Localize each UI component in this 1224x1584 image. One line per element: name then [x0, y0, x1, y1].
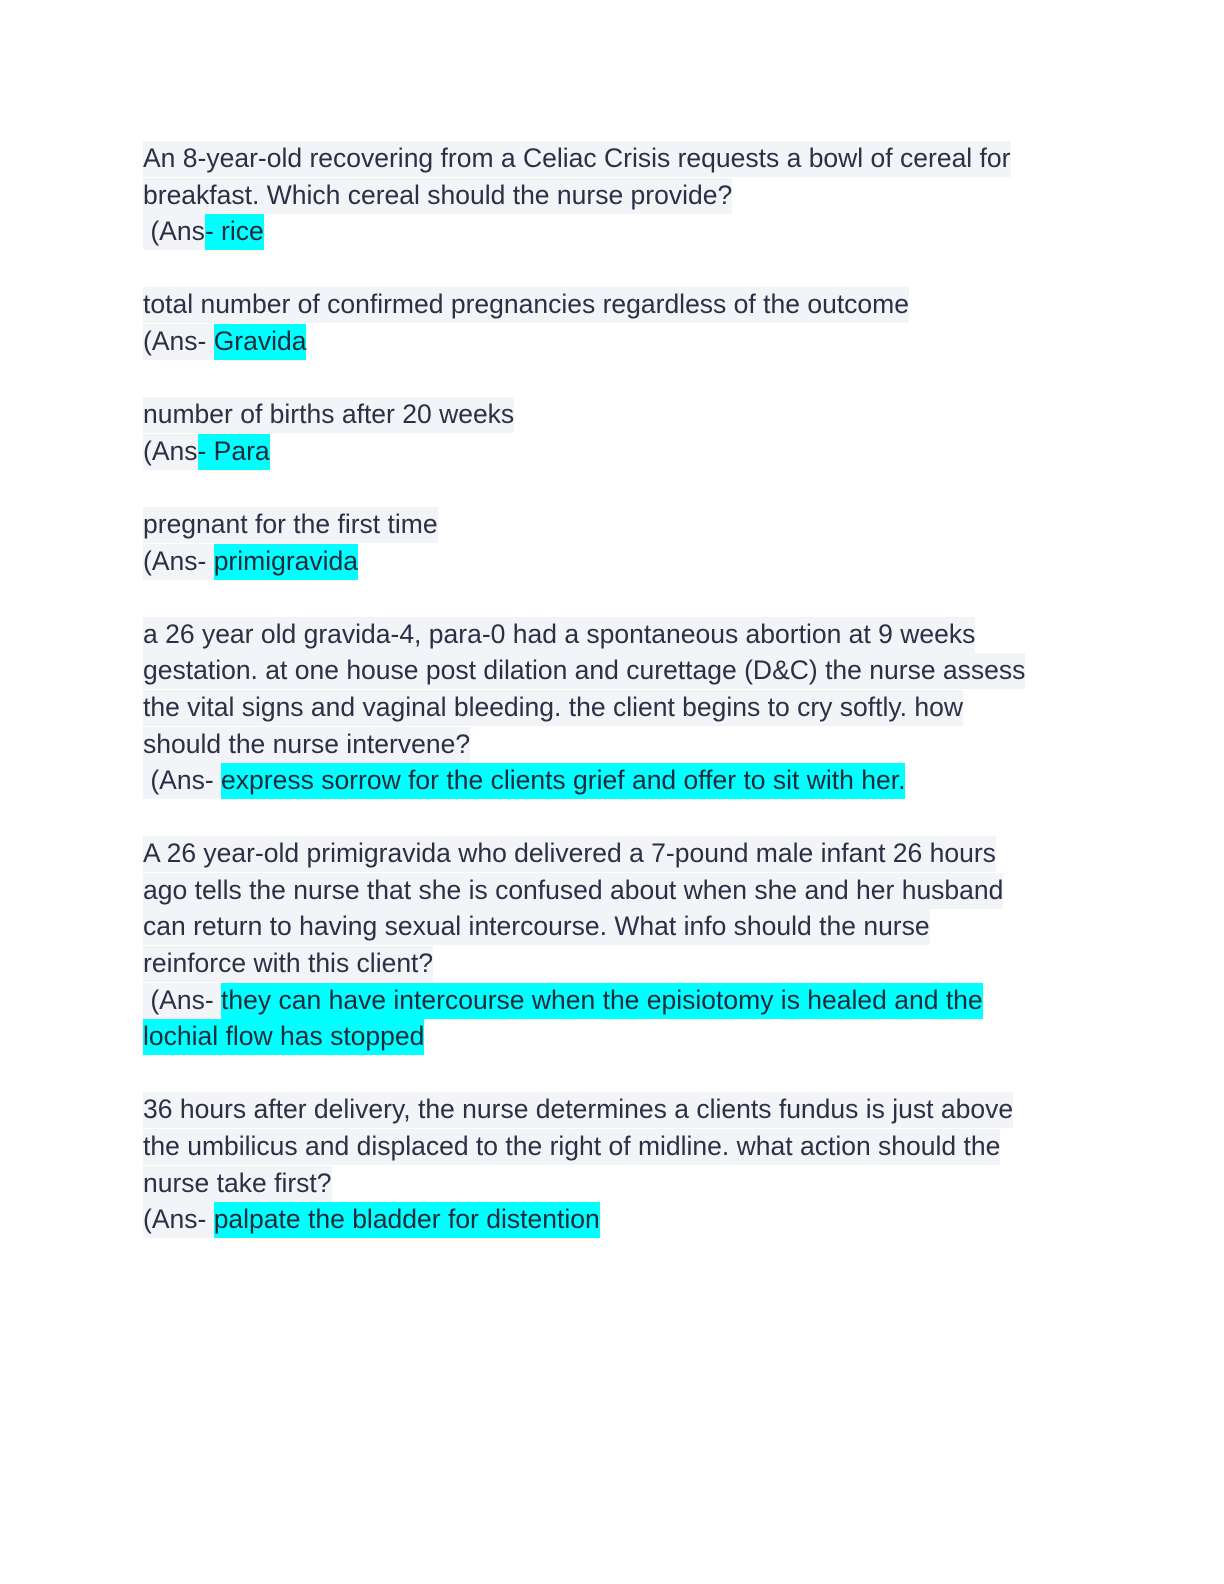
question-line: 36 hours after delivery, the nurse determines a clients fundus is just above: [143, 1091, 1083, 1128]
answer-prefix: (Ans-: [143, 983, 221, 1019]
answer-line: [143, 982, 1083, 1019]
qa-item-spontaneous-abortion: [143, 616, 1083, 799]
question-line: a 26 year old gravida-4, para-0 had a spontaneous abortion at 9 weeks: [143, 616, 1083, 653]
answer-prefix: (Ans: [143, 434, 198, 470]
answer-line: [143, 543, 1083, 580]
answer-prefix: (Ans-: [143, 324, 214, 360]
document-page: [143, 140, 1083, 1274]
question-line: should the nurse intervene?: [143, 726, 1083, 763]
question-line: An 8-year-old recovering from a Celiac Crisis requests a bowl of cereal for: [143, 140, 1083, 177]
question-line: pregnant for the first time: [143, 506, 1083, 543]
highlighted-answer: lochial flow has stopped: [143, 1019, 424, 1055]
answer-prefix: (Ans-: [143, 1202, 214, 1238]
answer-line: [143, 762, 1083, 799]
qa-item-fundus-displaced: [143, 1091, 1083, 1237]
highlighted-answer: - Para: [198, 434, 270, 470]
qa-item-para: [143, 396, 1083, 469]
qa-item-gravida: [143, 286, 1083, 359]
question-line: ago tells the nurse that she is confused about when she and her husband: [143, 872, 1083, 909]
qa-item-primigravida: [143, 506, 1083, 579]
qa-item-postpartum-intercourse: [143, 835, 1083, 1055]
answer-prefix: (Ans: [143, 214, 205, 250]
answer-line: [143, 323, 1083, 360]
question-line: nurse take first?: [143, 1165, 1083, 1202]
answer-line: [143, 433, 1083, 470]
question-line: total number of confirmed pregnancies regardless of the outcome: [143, 286, 1083, 323]
question-line: breakfast. Which cereal should the nurse provide?: [143, 177, 1083, 214]
question-line: gestation. at one house post dilation and curettage (D&C) the nurse assess: [143, 652, 1083, 689]
highlighted-answer: Gravida: [214, 324, 307, 360]
question-line: can return to having sexual intercourse. What info should the nurse: [143, 908, 1083, 945]
answer-line: [143, 1018, 1083, 1055]
question-line: reinforce with this client?: [143, 945, 1083, 982]
highlighted-answer: - rice: [205, 214, 264, 250]
qa-item-celiac-cereal: [143, 140, 1083, 250]
question-line: number of births after 20 weeks: [143, 396, 1083, 433]
highlighted-answer: palpate the bladder for distention: [214, 1202, 600, 1238]
answer-line: [143, 213, 1083, 250]
answer-line: [143, 1201, 1083, 1238]
answer-prefix: (Ans-: [143, 544, 214, 580]
answer-prefix: (Ans-: [143, 763, 221, 799]
question-line: A 26 year-old primigravida who delivered a 7-pound male infant 26 hours: [143, 835, 1083, 872]
highlighted-answer: primigravida: [214, 544, 358, 580]
highlighted-answer: express sorrow for the clients grief and offer to sit with her.: [221, 763, 905, 799]
highlighted-answer: they can have intercourse when the episiotomy is healed and the: [221, 983, 983, 1019]
question-line: the umbilicus and displaced to the right of midline. what action should the: [143, 1128, 1083, 1165]
question-line: the vital signs and vaginal bleeding. the client begins to cry softly. how: [143, 689, 1083, 726]
